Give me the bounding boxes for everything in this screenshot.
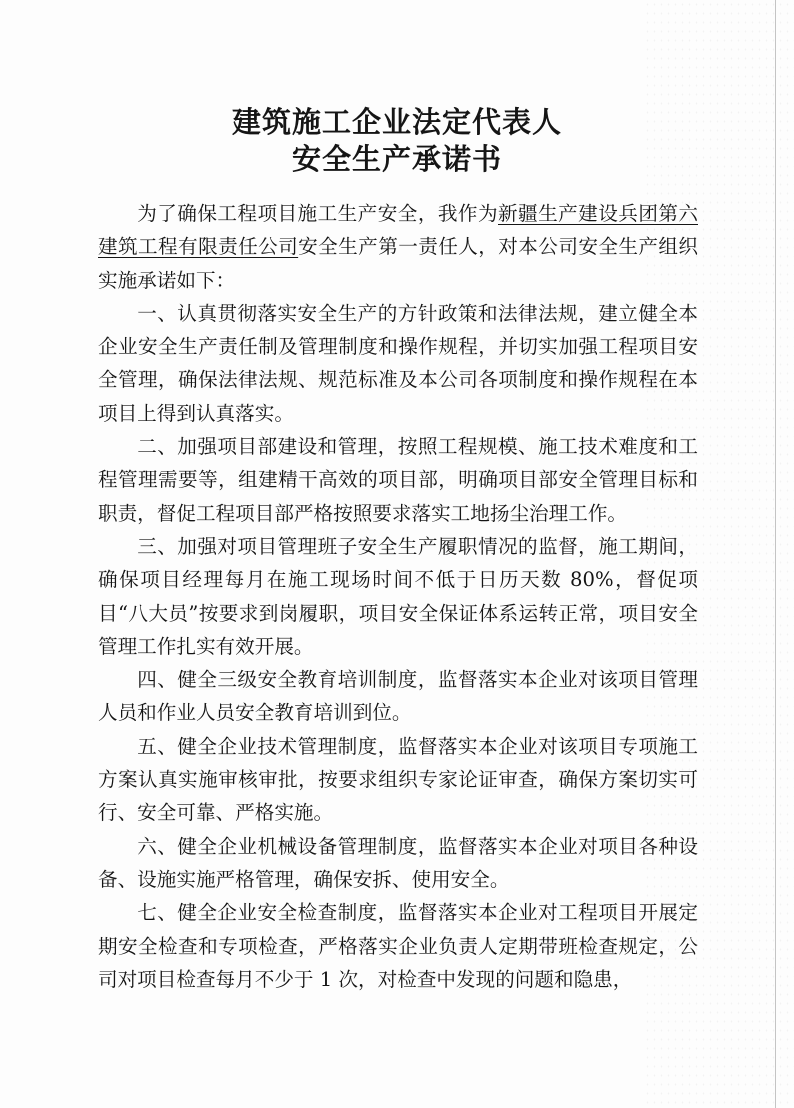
company-name: 新疆生产建设兵团第六建筑工程有限责任公司 <box>98 202 698 259</box>
intro-paragraph <box>98 197 698 297</box>
document-title-line2: 安全生产承诺书 <box>291 142 502 176</box>
commitment-item-6: 六、健全企业机械设备管理制度，监督落实本企业对项目各种设备、设施实施严格管理，确保安拆、使用安全。 <box>98 834 698 891</box>
intro-after: 安全生产第一责任人，对本公司安全生产组织实施承诺如下： <box>98 235 698 292</box>
commitment-item-4: 四、健全三级安全教育培训制度，监督落实本企业对该项目管理人员和作业人员安全教育培训到位。 <box>98 668 698 725</box>
document-body <box>98 197 698 996</box>
commitment-item-1: 一、认真贯彻落实安全生产的方针政策和法律法规，建立健全本企业安全生产责任制及管理制度和操作规程，并切实加强工程项目安全管理，确保法律法规、规范标准及本公司各项制度和操作规程在本项目上得到认真落实。 <box>98 301 698 425</box>
commitment-item-5: 五、健全企业技术管理制度，监督落实本企业对该项目专项施工方案认真实施审核审批，按要求组织专家论证审查，确保方案切实可行、安全可靠、严格实施。 <box>98 734 698 825</box>
document-title-line1: 建筑施工企业法定代表人 <box>231 105 562 139</box>
intro-before: 为了确保工程项目施工生产安全，我作为 <box>137 202 498 225</box>
commitment-item-2: 二、加强项目部建设和管理，按照工程规模、施工技术难度和工程管理需要等，组建精干高效的项目部，明确项目部安全管理目标和职责，督促工程项目部严格按照要求落实工地扬尘治理工作。 <box>98 435 698 525</box>
commitment-item-7: 七、健全企业安全检查制度，监督落实本企业对工程项目开展定期安全检查和专项检查，严格落实企业负责人定期带班检查规定，公司对项目检查每月不少于 1 次，对检查中发现的问题和隐患， <box>98 901 698 991</box>
commitment-item-3: 三、加强对项目管理班子安全生产履职情况的监督，施工期间，确保项目经理每月在施工现场时间不低于日历天数 80%，督促项目“八大员”按要求到岗履职，项目安全保证体系运转正常，项目安全管理工作扎实有效开展。 <box>98 534 698 658</box>
